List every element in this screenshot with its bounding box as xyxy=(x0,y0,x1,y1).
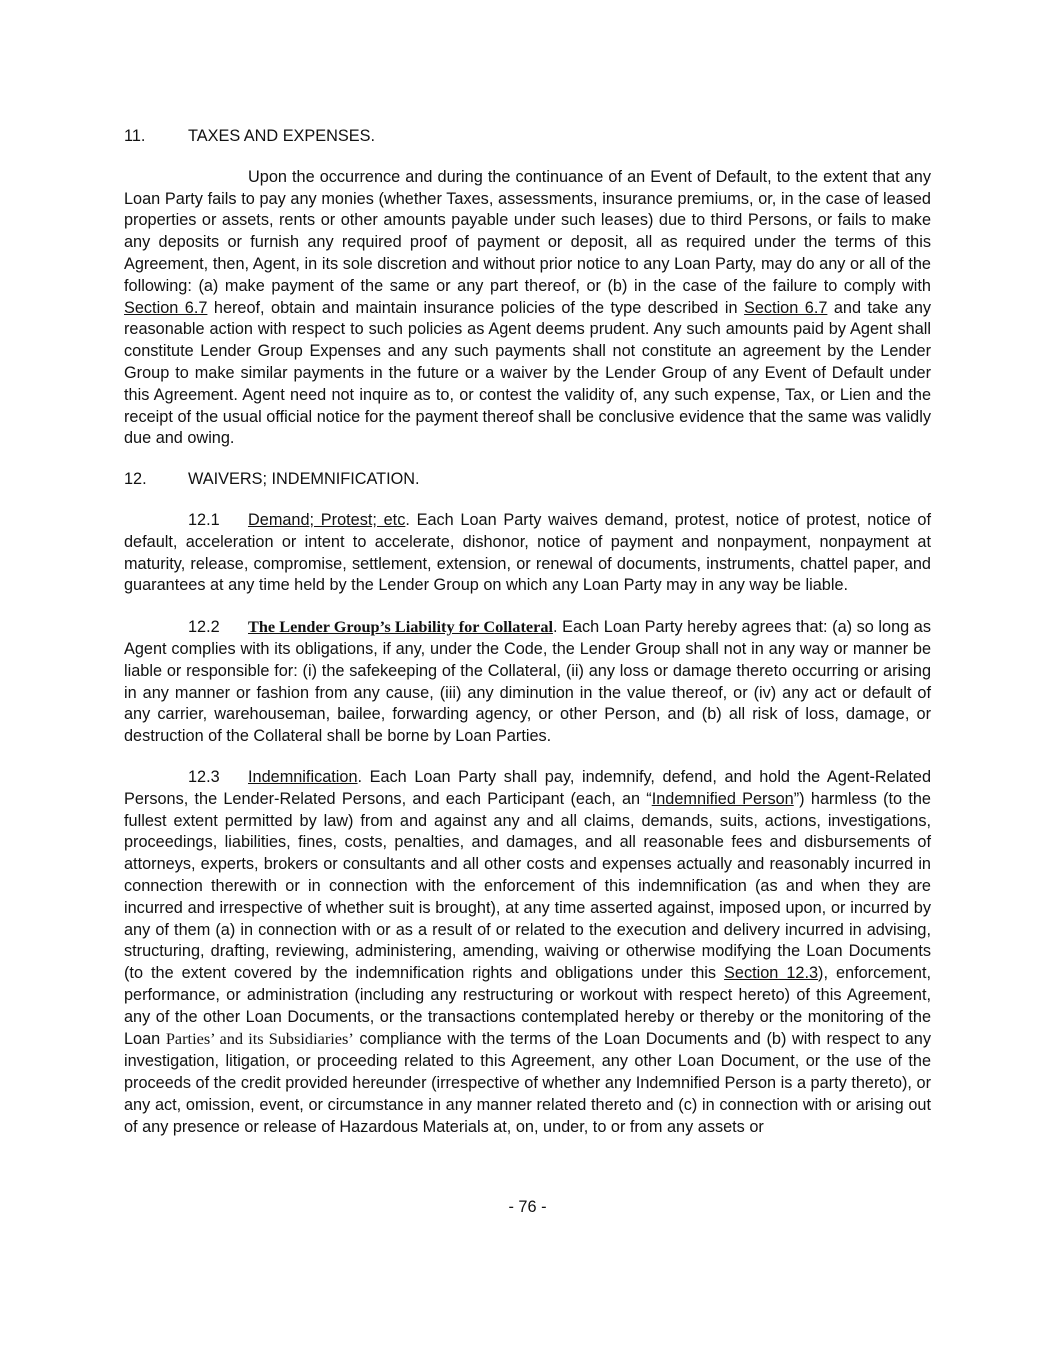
indemnified-person-term: Indemnified Person xyxy=(651,789,794,808)
page-number: - 76 - xyxy=(508,1198,547,1216)
section-12-1-number: 12.1 xyxy=(188,510,220,529)
section-12-2-title: The Lender Group’s Liability for Collateral xyxy=(248,617,553,637)
section-12-3-title: Indemnification xyxy=(248,767,358,786)
section-12-3-paragraph xyxy=(124,767,931,1139)
section-12-1-title: Demand; Protest; etc xyxy=(248,510,406,529)
section-11-heading xyxy=(124,126,931,148)
section-12-1-text: . Each Loan Party waives demand, protest, notice of protest, notice of default, acceleration or intent to accelerate, dishonor, notice of payment and nonpayment, nonpayment at maturity, release, compromise, settlement, extension, or renewal of documents, instruments, chattel paper, and guarantees at any time held by the Lender Group on which any Loan Party may in any way be liable. xyxy=(124,510,931,595)
section-6-7-reference: Section 6.7 xyxy=(124,298,208,317)
section-12-1-paragraph xyxy=(124,510,931,597)
section-6-7-reference-2: Section 6.7 xyxy=(743,298,828,317)
section-12-title: WAIVERS; INDEMNIFICATION. xyxy=(188,470,420,489)
section-12-3-number: 12.3 xyxy=(188,767,220,786)
section-12-3-text-4: compliance with the terms of the Loan Documents and (b) with respect to any investigation, litigation, or proceeding related to this Agreement, any other Loan Document, or the use of the proceeds of the credit provided hereunder (irrespective of whether any Indemnified Person is a party thereto), or any act, omission, event, or circumstance in any manner related thereto and (c) in connection with or arising out of any presence or release of Hazardous Materials at, on, under, to or from any assets or xyxy=(124,1030,931,1136)
section-12-3-text-3: ), enforcement, performance, or administration (including any restructuring or workout with respect hereto) of this Agreement, any of the other Loan Documents, or the transactions contemplated hereby or thereby or the monitoring of the Loan xyxy=(124,964,931,1049)
section-12-3-text-2: ”) harmless (to the fullest extent permitted by law) from and against any and all claims, demands, suits, actions, investigations, proceedings, liabilities, fines, costs, penalties, and damages, and all reasonable fees and disbursements of attorneys, experts, brokers or consultants and all other costs and expenses actually and reasonably incurred in connection therewith or in connection with the enforcement of this indemnification (as and when they are incurred and irrespective of whether suit is brought), at any time asserted against, imposed upon, or incurred by any of them (a) in connection with or as a result of or related to the execution and delivery incurred in advising, structuring, drafting, reviewing, administering, amending, waiving or otherwise modifying the Loan Documents (to the extent covered by the indemnification rights and obligations under this xyxy=(124,789,931,983)
section-12-3-text-1: . Each Loan Party shall pay, indemnify, defend, and hold the Agent-Related Persons, the Lender-Related Persons, and each Participant (each, an “ xyxy=(124,767,931,808)
section-12-2-paragraph xyxy=(124,616,931,748)
section-12-2-text: . Each Loan Party hereby agrees that: (a) so long as Agent complies with its obligations, if any, under the Code, the Lender Group shall not in any way or manner be liable or responsible for: (i) the safekeeping of the Collateral, (ii) any loss or damage thereto occurring or arising in any manner or fashion from any cause, (iii) any diminution in the value thereof, or (iv) any act or default of any carrier, warehouseman, bailee, forwarding agency, or other Person, and (b) all risk of loss, damage, or destruction of the Collateral shall be borne by Loan Parties. xyxy=(124,618,931,746)
section-11-text-1: Upon the occurrence and during the continuance of an Event of Default, to the extent that any Loan Party fails to pay any monies (whether Taxes, assessments, insurance premiums, or, in the case of leased properties or assets, rents or other amounts payable under such leases) due to third Persons, or fails to make any deposits or furnish any required proof of payment or deposit, all as required under the terms of this Agreement, then, Agent, in its sole discretion and without prior notice to any Loan Party, may do any or all of the following: (a) make payment of the same or any part thereof, or (b) in the case of the failure to comply with xyxy=(124,167,931,295)
section-12-heading xyxy=(124,469,931,491)
section-12-3-reference: Section 12.3 xyxy=(724,964,819,983)
section-11-text-2: hereof, obtain and maintain insurance policies of the type described in xyxy=(207,298,744,317)
section-12-2-number: 12.2 xyxy=(188,618,220,637)
page-content xyxy=(124,126,931,1157)
section-11-paragraph xyxy=(124,167,931,450)
section-11-number: 11. xyxy=(124,127,146,145)
section-12-number: 12. xyxy=(124,470,147,489)
section-11-title: TAXES AND EXPENSES. xyxy=(188,127,375,145)
section-12-3-serif-text: Parties’ and its Subsidiaries’ xyxy=(165,1029,354,1049)
section-11-text-3: and take any reasonable action with respect to such policies as Agent deems prudent. Any such amounts paid by Agent shall constitute Lender Group Expenses and any such payments shall not constitute an agreement by the Lender Group to make similar payments in the future or a waiver by the Lender Group of any Event of Default under this Agreement. Agent need not inquire as to, or contest the validity of, any such expense, Tax, or Lien and the receipt of the usual official notice for the payment thereof shall be conclusive evidence that the same was validly due and owing. xyxy=(124,298,932,448)
